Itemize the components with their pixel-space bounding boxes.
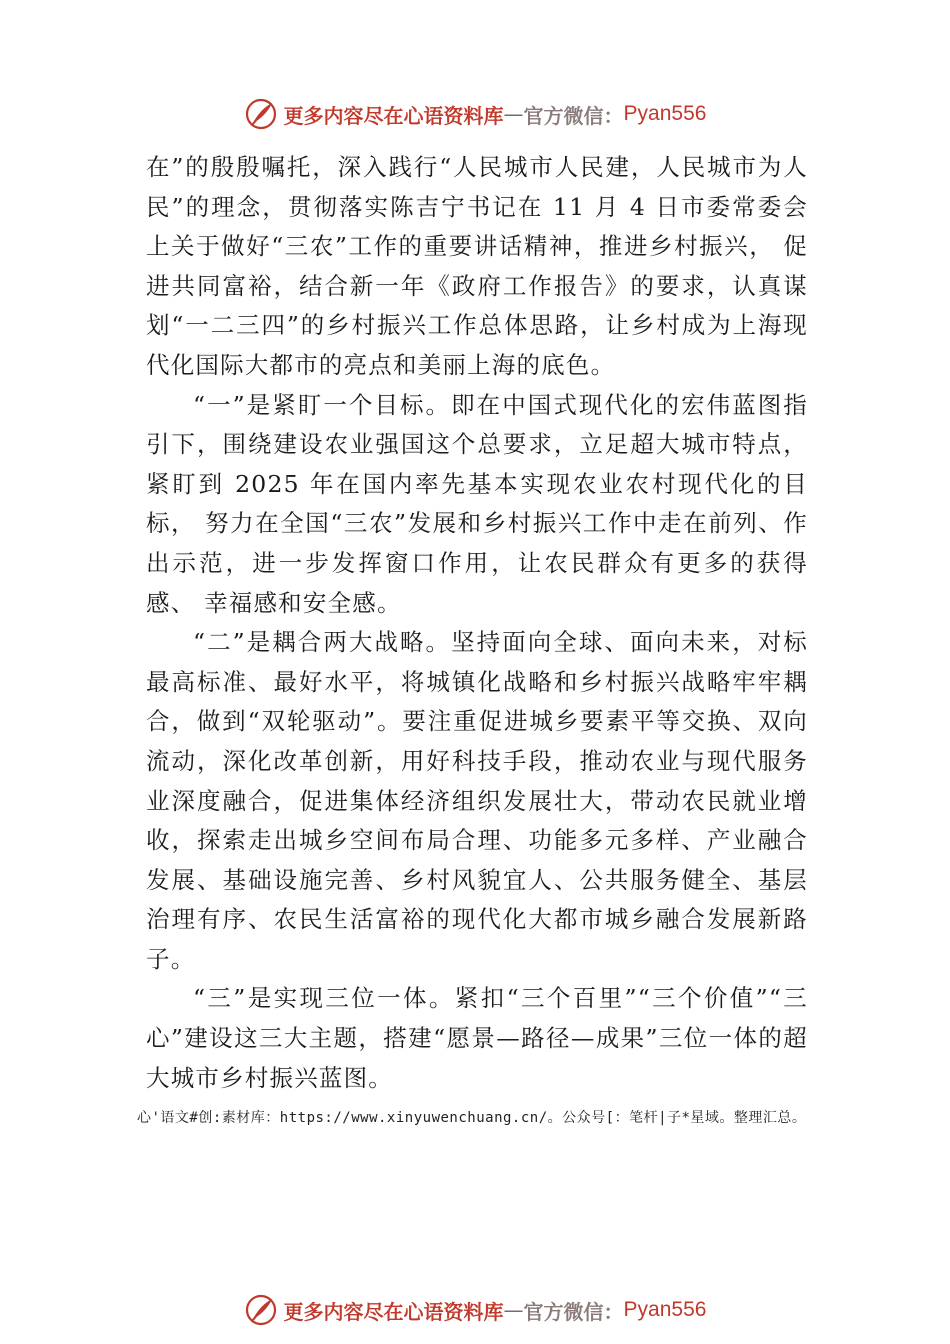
paragraph-one-goal: “一”是紧盯一个目标。即在中国式现代化的宏伟蓝图指引下，围绕建设农业强国这个总要求，立足超大城市特点，紧盯到 2025 年在国内率先基本实现农业农村现代化的目标， 努力在全国“三农”发展和乡村振兴工作中走在前列、作出示范，进一步发挥窗口作用，让农民群众有更多的获得感、 幸福感和安全感。 xyxy=(146,390,808,617)
footer-separator: — xyxy=(503,1298,524,1322)
feather-pen-logo-icon xyxy=(244,1293,278,1327)
header-brand-text: 更多内容尽在心语资料库 xyxy=(283,103,504,128)
paragraph-three-in-one: “三”是实现三位一体。紧扣“三个百里”“三个价值”“三⼼”建设这三大主题，搭建“愿景—路径—成果”三位一体的超大城市乡村振兴蓝图。 xyxy=(146,984,808,1092)
footer-brand-text: 更多内容尽在心语资料库 xyxy=(283,1299,504,1324)
paragraph-intro: 在”的殷殷嘱托，深入践行“人民城市人民建，人民城市为人民”的理念，贯彻落实陈吉宁书记在 11 月 4 日市委常委会上关于做好“三农”工作的重要讲话精神，推进乡村振兴， 促进共同富裕，结合新一年《政府工作报告》的要求，认真谋划“一二三四”的乡村振兴工作总体思路，让乡村成为上海现代化国际大都市的亮点和美丽上海的底色。 xyxy=(146,153,808,379)
header-wechat-account: Pyan556 xyxy=(623,102,707,125)
header-separator: — xyxy=(503,102,524,126)
paragraph-two-strategies: “二”是耦合两大战略。坚持面向全球、面向未来，对标最高标准、最好水平，将城镇化战略和乡村振兴战略牢牢耦合，做到“双轮驱动”。要注重促进城乡要素平等交换、双向流动，深化改革创新，用好科技手段，推动农业与现代服务业深度融合，促进集体经济组织发展壮大，带动农民就业增收，探索走出城乡空间布局合理、功能多元多样、产业融合发展、基础设施完善、乡村风貌宜人、公共服务健全、基层治理有序、农民生活富裕的现代化大都市城乡融合发展新路子。 xyxy=(146,628,808,973)
source-footnote: 心'语文#创:素材库：https://www.xinyuwenchuang.cn/。公众号[：笔杆|子*星域。整理汇总。 xyxy=(137,1110,807,1126)
document-body xyxy=(146,148,808,1098)
header-wechat-label: 官方微信： xyxy=(523,103,624,128)
footer-wechat-account: Pyan556 xyxy=(623,1298,707,1321)
feather-pen-logo-icon xyxy=(244,97,278,131)
footer-wechat-label: 官方微信： xyxy=(523,1299,624,1324)
footer-banner xyxy=(0,1290,950,1330)
header-banner xyxy=(0,94,950,134)
